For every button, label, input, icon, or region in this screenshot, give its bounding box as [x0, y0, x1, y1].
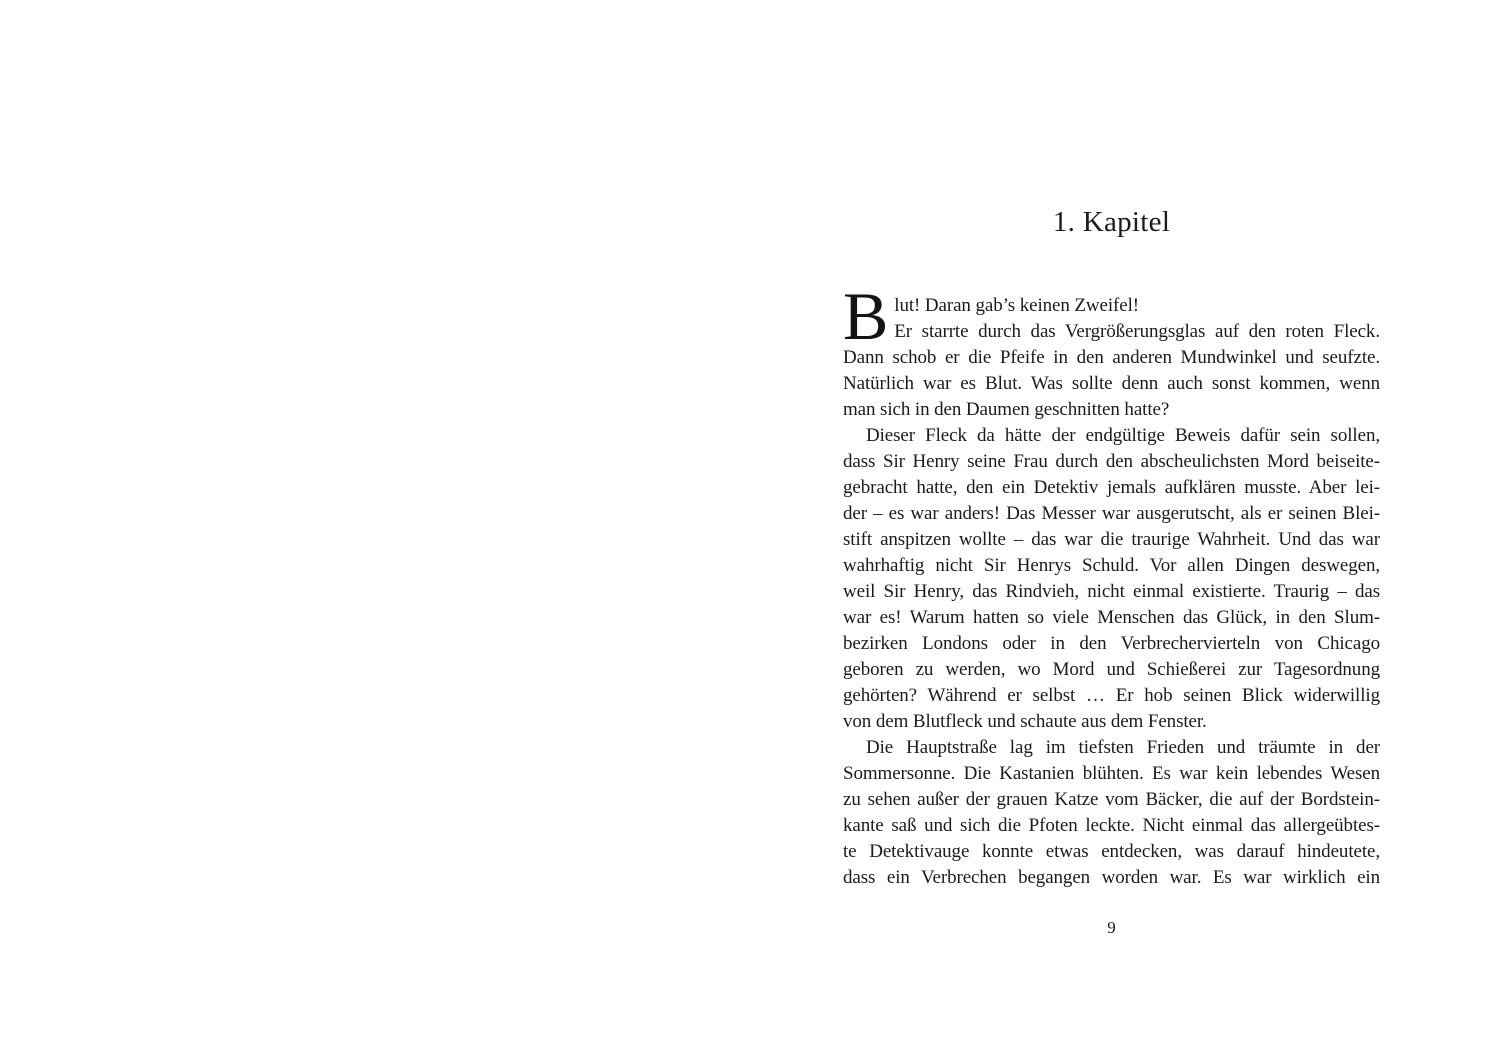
paragraph-hauptstrasse: [843, 735, 1380, 891]
text-line: Die Hauptstraße lag im tiefsten Frieden und träumte in der: [866, 737, 1380, 758]
paragraph-sir-henry: [843, 423, 1380, 735]
chapter-title: 1. Kapitel: [1052, 206, 1171, 238]
text-line: Sommersonne. Die Kastanien blühten. Es war kein lebendes Wesen: [843, 763, 1380, 784]
text-line: geboren zu werden, wo Mord und Schießerei zur Tagesordnung: [843, 659, 1380, 680]
body-text: [843, 278, 1380, 891]
text-line: dass ein Verbrechen begangen worden war. Es war wirklich ein: [843, 867, 1380, 888]
text-line: gehörten? Während er selbst … Er hob seinen Blick widerwillig: [843, 685, 1380, 706]
paragraph-opening: [843, 278, 1380, 423]
text-line: kante saß und sich die Pfoten leckte. Nicht einmal das allergeübtes-: [843, 815, 1380, 836]
text-line: man sich in den Daumen geschnitten hatte?: [843, 399, 1170, 420]
text-line: stift anspitzen wollte – das war die traurige Wahrheit. Und das war: [843, 529, 1380, 550]
text-line: zu sehen außer der grauen Katze vom Bäcker, die auf der Bordstein-: [843, 789, 1380, 810]
text-line: weil Sir Henry, das Rindvieh, nicht einmal existierte. Traurig – das: [843, 581, 1380, 602]
text-line: Dann schob er die Pfeife in den anderen Mundwinkel und seufzte.: [843, 347, 1380, 368]
text-line: lut! Daran gab’s keinen Zweifel!: [894, 295, 1140, 316]
text-line: Natürlich war es Blut. Was sollte denn auch sonst kommen, wenn: [843, 373, 1380, 394]
text-line: der – es war anders! Das Messer war ausgerutscht, als er seinen Blei-: [843, 503, 1380, 524]
text-column: [843, 205, 1380, 938]
text-line: dass Sir Henry seine Frau durch den abscheulichsten Mord beiseite-: [843, 451, 1380, 472]
drop-cap-letter: B: [843, 278, 889, 354]
text-line: war es! Warum hatten so viele Menschen das Glück, in den Slum-: [843, 607, 1380, 628]
text-line: bezirken Londons oder in den Verbrechervierteln von Chicago: [843, 633, 1380, 654]
text-line: gebracht hatte, den ein Detektiv jemals aufklären musste. Aber lei-: [843, 477, 1380, 498]
right-page: [750, 0, 1500, 1050]
text-line: wahrhaftig nicht Sir Henrys Schuld. Vor allen Dingen deswegen,: [843, 555, 1380, 576]
page-number: 9: [1107, 918, 1116, 937]
text-line: te Detektivauge konnte etwas entdecken, was darauf hindeutete,: [843, 841, 1380, 862]
text-line: von dem Blutfleck und schaute aus dem Fenster.: [843, 711, 1207, 732]
text-line: Er starrte durch das Vergrößerungsglas auf den roten Fleck.: [894, 321, 1380, 342]
text-line: Dieser Fleck da hätte der endgültige Beweis dafür sein sollen,: [866, 425, 1380, 446]
